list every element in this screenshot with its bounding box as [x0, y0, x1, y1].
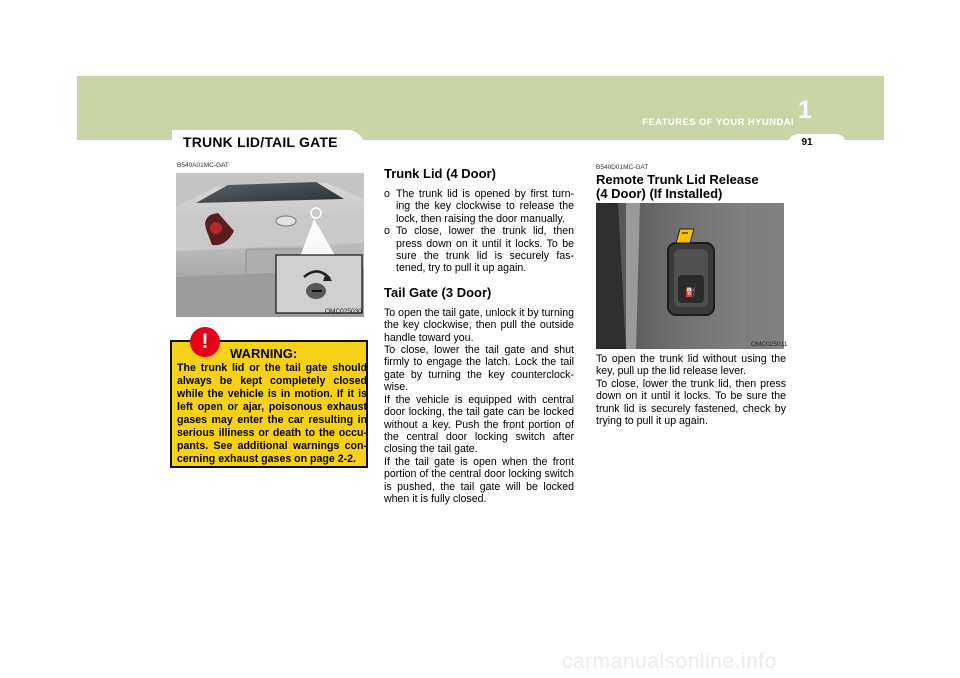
bullet-mark: o [384, 225, 390, 238]
chapter-title: FEATURES OF YOUR HYUNDAI [642, 117, 794, 128]
page-number: 91 [801, 137, 813, 148]
tail-paragraph: If the vehicle is equipped with central door locking, the tail gate can be locked without a key. Push the front portion of the central door locking switch after closing the tail gate. [384, 393, 574, 456]
warning-title: WARNING: [230, 346, 298, 361]
warning-text: The trunk lid or the tail gate should always be kept completely closed while the vehicle is in motion. If it is left open or ajar, poisonous exhaust gases may enter the car resulting in serious illiness or death to the occu-pants. See additional warnings con-cerning exhaust gases on page 2-2. [177, 362, 367, 465]
left-figure-code: OMC025030 [325, 308, 362, 315]
watermark: carmanualsonline.info [562, 650, 777, 673]
right-figure-code: OMC025011 [751, 341, 788, 348]
svg-text:⛽: ⛽ [685, 288, 697, 298]
left-figure-code-label: B540A01MC-GAT [177, 162, 229, 169]
trunk-bullet [384, 188, 574, 225]
section-title: TRUNK LID/TAIL GATE [183, 134, 338, 150]
trunk-lock-photo [176, 173, 364, 317]
bullet-mark: o [384, 188, 390, 200]
trunk-bullet [384, 225, 574, 275]
tail-gate-heading: Tail Gate (3 Door) [384, 284, 492, 300]
middle-column [384, 166, 574, 505]
tail-paragraph: If the tail gate is open when the front portion of the central door locking switch is pushed, the tail gate will be locked when it is fully closed. [384, 455, 574, 505]
trunk-lid-heading: Trunk Lid (4 Door) [384, 166, 496, 181]
tail-paragraph: To close, lower the tail gate and shut firmly to engage the latch. Lock the tail gate by turning the key counterclock-wise. [384, 344, 574, 394]
right-column-text [596, 353, 786, 427]
release-lever-illustration [596, 203, 784, 349]
bullet-text: To close, lower the trunk lid, then press down on it until it locks. To be sure the trunk lid is securely fas-tened, try to pull it up again. [396, 225, 574, 275]
release-paragraph: To open the trunk lid without using the key, pull up the lid release lever. [596, 353, 786, 378]
exclamation-icon: ! [190, 327, 220, 357]
release-paragraph: To close, lower the trunk lid, then press down on it until it locks. To be sure the trunk lid is securely fastened, check by trying to pull it up again. [596, 377, 786, 428]
right-figure-code-label: B540D01MC-GAT [596, 164, 649, 171]
warning-box [170, 330, 368, 468]
bullet-text: The trunk lid is opened by first turn-ing the key clockwise to release the lock, then raising the door manually. [396, 188, 574, 225]
chapter-number: 1 [798, 96, 812, 124]
release-lever-photo [596, 203, 784, 349]
tail-paragraph: To open the tail gate, unlock it by turning the key clockwise, then pull the outside handle toward you. [384, 306, 574, 344]
remote-release-heading-line2: (4 Door) (If Installed) [596, 186, 723, 201]
remote-release-heading-line1: Remote Trunk Lid Release [596, 172, 759, 187]
car-rear-illustration [176, 173, 364, 317]
